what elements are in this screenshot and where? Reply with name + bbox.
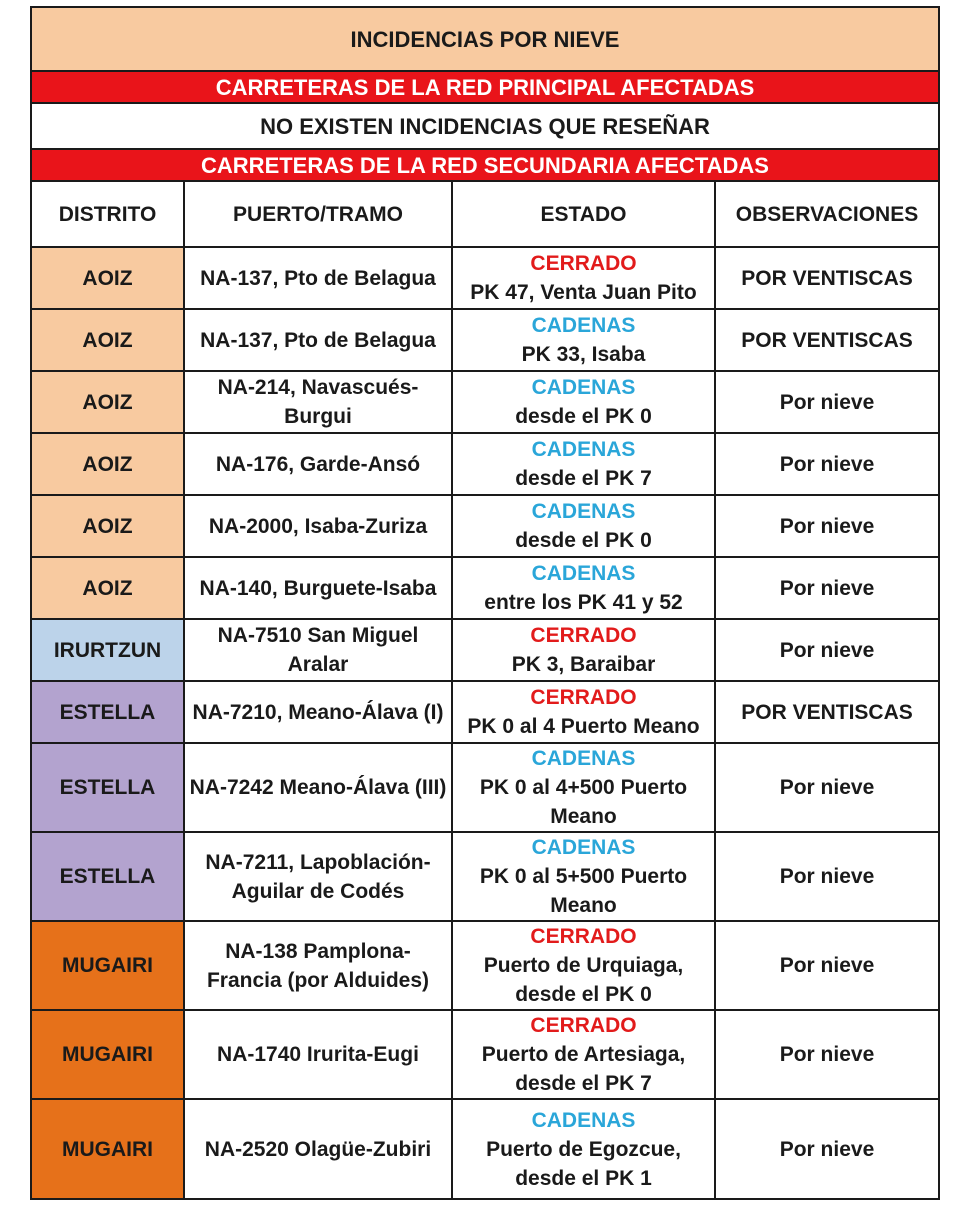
table-row xyxy=(31,495,939,557)
column-header-puerto: PUERTO/TRAMO xyxy=(184,181,452,247)
cell-puerto: NA-2000, Isaba-Zuriza xyxy=(184,495,452,557)
status-label: CADENAS xyxy=(531,376,636,399)
cell-puerto: NA-137, Pto de Belagua xyxy=(184,247,452,309)
status-detail: desde el PK 7 xyxy=(515,467,652,490)
secondary-network-header: CARRETERAS DE LA RED SECUNDARIA AFECTADAS xyxy=(31,149,939,181)
cell-puerto: NA-7510 San Miguel Aralar xyxy=(184,619,452,681)
table-row xyxy=(31,743,939,832)
status-label: CADENAS xyxy=(531,500,636,523)
cell-observaciones: POR VENTISCAS xyxy=(715,247,939,309)
cell-distrito: AOIZ xyxy=(31,309,184,371)
cell-puerto: NA-7242 Meano-Álava (III) xyxy=(184,743,452,832)
cell-puerto: NA-176, Garde-Ansó xyxy=(184,433,452,495)
table-row xyxy=(31,1010,939,1099)
cell-distrito: AOIZ xyxy=(31,247,184,309)
cell-distrito: AOIZ xyxy=(31,371,184,433)
table-row xyxy=(31,433,939,495)
status-detail: entre los PK 41 y 52 xyxy=(484,591,683,614)
table-row xyxy=(31,371,939,433)
cell-observaciones: Por nieve xyxy=(715,495,939,557)
cell-puerto: NA-214, Navascués-Burgui xyxy=(184,371,452,433)
cell-estado xyxy=(452,371,715,433)
cell-puerto: NA-7210, Meano-Álava (I) xyxy=(184,681,452,743)
cell-puerto: NA-2520 Olagüe-Zubiri xyxy=(184,1099,452,1199)
cell-observaciones: Por nieve xyxy=(715,832,939,921)
status-detail: PK 0 al 4 Puerto Meano xyxy=(467,715,700,738)
cell-observaciones: Por nieve xyxy=(715,1099,939,1199)
cell-estado xyxy=(452,1099,715,1199)
cell-estado xyxy=(452,309,715,371)
main-network-note: NO EXISTEN INCIDENCIAS QUE RESEÑAR xyxy=(31,103,939,149)
cell-estado xyxy=(452,681,715,743)
cell-observaciones: Por nieve xyxy=(715,921,939,1010)
cell-distrito: AOIZ xyxy=(31,557,184,619)
cell-puerto: NA-140, Burguete-Isaba xyxy=(184,557,452,619)
cell-distrito: AOIZ xyxy=(31,433,184,495)
cell-distrito: MUGAIRI xyxy=(31,921,184,1010)
status-detail: Puerto de Egozcue, desde el PK 1 xyxy=(486,1137,681,1190)
incidents-table xyxy=(30,6,940,1200)
cell-distrito: IRURTZUN xyxy=(31,619,184,681)
cell-observaciones: POR VENTISCAS xyxy=(715,681,939,743)
column-header-estado: ESTADO xyxy=(452,181,715,247)
snow-incidents-report xyxy=(30,6,938,1200)
table-row xyxy=(31,309,939,371)
status-label: CERRADO xyxy=(530,686,637,709)
table-row xyxy=(31,1099,939,1199)
status-detail: PK 0 al 5+500 Puerto Meano xyxy=(479,865,688,917)
column-header-observaciones: OBSERVACIONES xyxy=(715,181,939,247)
cell-estado xyxy=(452,433,715,495)
main-network-header: CARRETERAS DE LA RED PRINCIPAL AFECTADAS xyxy=(31,71,939,103)
column-header-distrito: DISTRITO xyxy=(31,181,184,247)
status-detail: desde el PK 0 xyxy=(515,405,652,428)
cell-estado xyxy=(452,619,715,681)
cell-puerto: NA-7211, Lapoblación-Aguilar de Codés xyxy=(184,832,452,921)
table-row xyxy=(31,832,939,921)
cell-estado xyxy=(452,832,715,921)
status-label: CADENAS xyxy=(531,836,636,859)
status-label: CERRADO xyxy=(530,925,637,948)
status-detail: PK 47, Venta Juan Pito xyxy=(470,281,697,304)
status-label: CERRADO xyxy=(530,1014,637,1037)
status-label: CERRADO xyxy=(530,624,637,647)
status-label: CADENAS xyxy=(531,562,636,585)
status-label: CADENAS xyxy=(531,747,636,770)
cell-estado xyxy=(452,557,715,619)
status-detail: Puerto de Urquiaga, desde el PK 0 xyxy=(483,954,684,1006)
cell-puerto: NA-138 Pamplona-Francia (por Alduides) xyxy=(184,921,452,1010)
cell-estado xyxy=(452,1010,715,1099)
cell-distrito: MUGAIRI xyxy=(31,1099,184,1199)
cell-observaciones: Por nieve xyxy=(715,557,939,619)
report-title: INCIDENCIAS POR NIEVE xyxy=(31,7,939,71)
status-label: CADENAS xyxy=(531,1108,636,1132)
status-detail: PK 3, Baraibar xyxy=(511,653,656,676)
status-detail: PK 0 al 4+500 Puerto Meano xyxy=(479,776,688,828)
column-header-row xyxy=(31,181,939,247)
status-label: CERRADO xyxy=(530,252,637,275)
cell-observaciones: Por nieve xyxy=(715,619,939,681)
cell-observaciones: Por nieve xyxy=(715,433,939,495)
cell-estado xyxy=(452,921,715,1010)
cell-estado xyxy=(452,247,715,309)
table-row xyxy=(31,681,939,743)
status-detail: PK 33, Isaba xyxy=(521,343,646,366)
cell-distrito: ESTELLA xyxy=(31,681,184,743)
cell-estado xyxy=(452,743,715,832)
cell-estado xyxy=(452,495,715,557)
cell-observaciones: Por nieve xyxy=(715,1010,939,1099)
cell-distrito: MUGAIRI xyxy=(31,1010,184,1099)
status-detail: Puerto de Artesiaga, desde el PK 7 xyxy=(481,1043,686,1095)
status-detail: desde el PK 0 xyxy=(515,529,652,552)
table-row xyxy=(31,921,939,1010)
cell-puerto: NA-137, Pto de Belagua xyxy=(184,309,452,371)
status-label: CADENAS xyxy=(531,438,636,461)
table-row xyxy=(31,247,939,309)
cell-observaciones: POR VENTISCAS xyxy=(715,309,939,371)
cell-distrito: AOIZ xyxy=(31,495,184,557)
cell-observaciones: Por nieve xyxy=(715,743,939,832)
table-row xyxy=(31,619,939,681)
cell-distrito: ESTELLA xyxy=(31,743,184,832)
cell-distrito: ESTELLA xyxy=(31,832,184,921)
table-row xyxy=(31,557,939,619)
cell-observaciones: Por nieve xyxy=(715,371,939,433)
cell-puerto: NA-1740 Irurita-Eugi xyxy=(184,1010,452,1099)
status-label: CADENAS xyxy=(531,314,636,337)
